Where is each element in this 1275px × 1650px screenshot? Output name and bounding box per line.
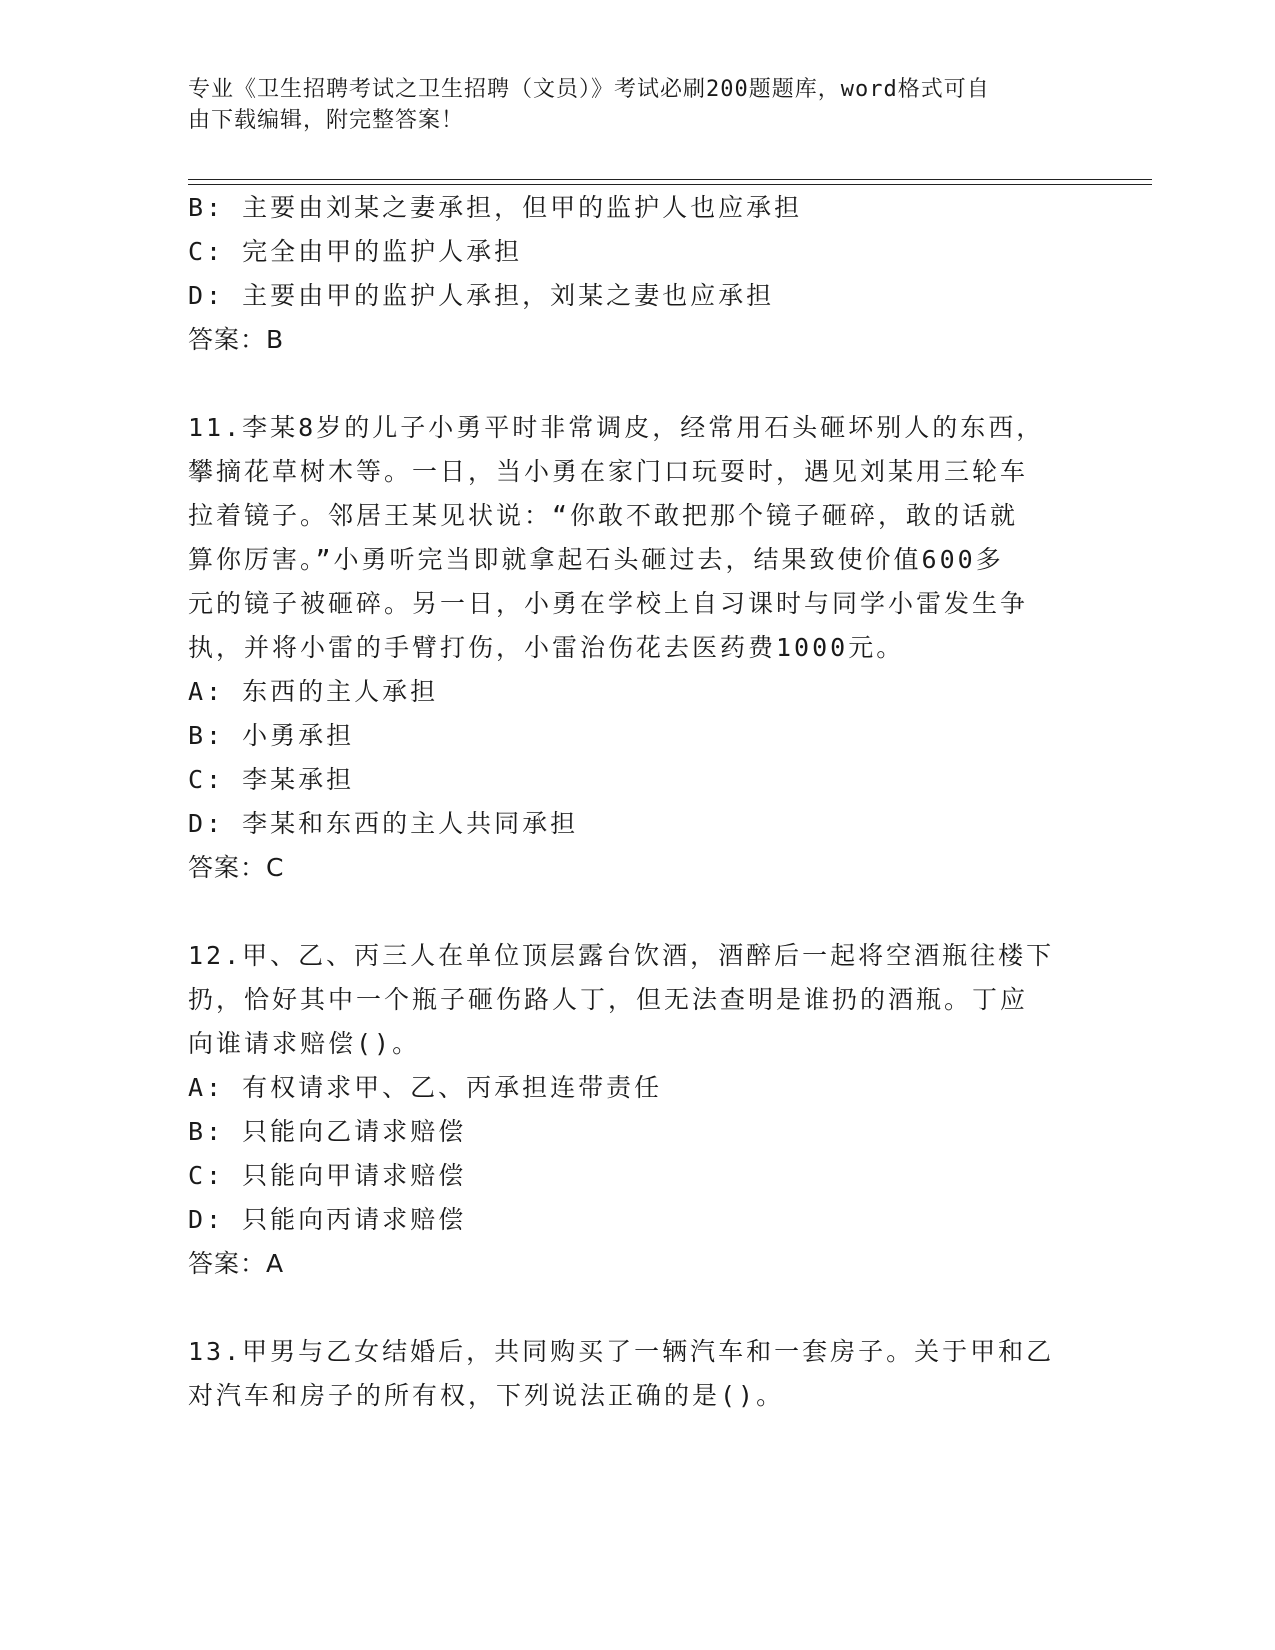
- option-d: D: 李某和东西的主人共同承担: [188, 809, 579, 838]
- option-a: A: 东西的主人承担: [188, 677, 439, 706]
- header-divider-top: [188, 179, 1152, 180]
- option-b: B: 只能向乙请求赔偿: [188, 1117, 467, 1146]
- header-line-1: 专业《卫生招聘考试之卫生招聘（文员）》考试必刷200题题库，word格式可自: [188, 77, 990, 102]
- option-a: A: 有权请求甲、乙、丙承担连带责任: [188, 1073, 663, 1102]
- option-b: B: 主要由刘某之妻承担，但甲的监护人也应承担: [188, 193, 803, 222]
- question-text-line: 11.李某8岁的儿子小勇平时非常调皮，经常用石头砸坏别人的东西，: [188, 413, 1045, 442]
- option-d: D: 主要由甲的监护人承担，刘某之妻也应承担: [188, 281, 775, 310]
- option-c: C: 完全由甲的监护人承担: [188, 237, 523, 266]
- option-d: D: 只能向丙请求赔偿: [188, 1205, 467, 1234]
- header-title: [188, 74, 1088, 136]
- answer-label: 答案：C: [188, 853, 285, 882]
- option-c: C: 只能向甲请求赔偿: [188, 1161, 467, 1190]
- question-text-line: 向谁请求赔偿()。: [188, 1029, 421, 1058]
- question-text-line: 执，并将小雷的手臂打伤，小雷治伤花去医药费1000元。: [188, 633, 905, 662]
- question-text-line: 13.甲男与乙女结婚后，共同购买了一辆汽车和一套房子。关于甲和乙: [188, 1337, 1055, 1366]
- question-text-line: 拉着镜子。邻居王某见状说：“你敢不敢把那个镜子砸碎，敢的话就: [188, 501, 1019, 530]
- answer-label: 答案：B: [188, 325, 285, 354]
- answer-label: 答案：A: [188, 1249, 285, 1278]
- header-line-2: 由下载编辑，附完整答案！: [188, 108, 465, 133]
- question-text-line: 算你厉害。”小勇听完当即就拿起石头砸过去，结果致使价值600多: [188, 545, 1004, 574]
- question-text-line: 12.甲、乙、丙三人在单位顶层露台饮酒，酒醉后一起将空酒瓶往楼下: [188, 941, 1055, 970]
- question-text-line: 元的镜子被砸碎。另一日，小勇在学校上自习课时与同学小雷发生争: [188, 589, 1029, 618]
- question-text-line: 扔，恰好其中一个瓶子砸伤路人丁，但无法查明是谁扔的酒瓶。丁应: [188, 985, 1029, 1014]
- option-c: C: 李某承担: [188, 765, 355, 794]
- question-text-line: 对汽车和房子的所有权，下列说法正确的是()。: [188, 1381, 785, 1410]
- option-b: B: 小勇承担: [188, 721, 355, 750]
- header-divider-bottom: [188, 184, 1152, 185]
- question-text-line: 攀摘花草树木等。一日，当小勇在家门口玩耍时，遇见刘某用三轮车: [188, 457, 1029, 486]
